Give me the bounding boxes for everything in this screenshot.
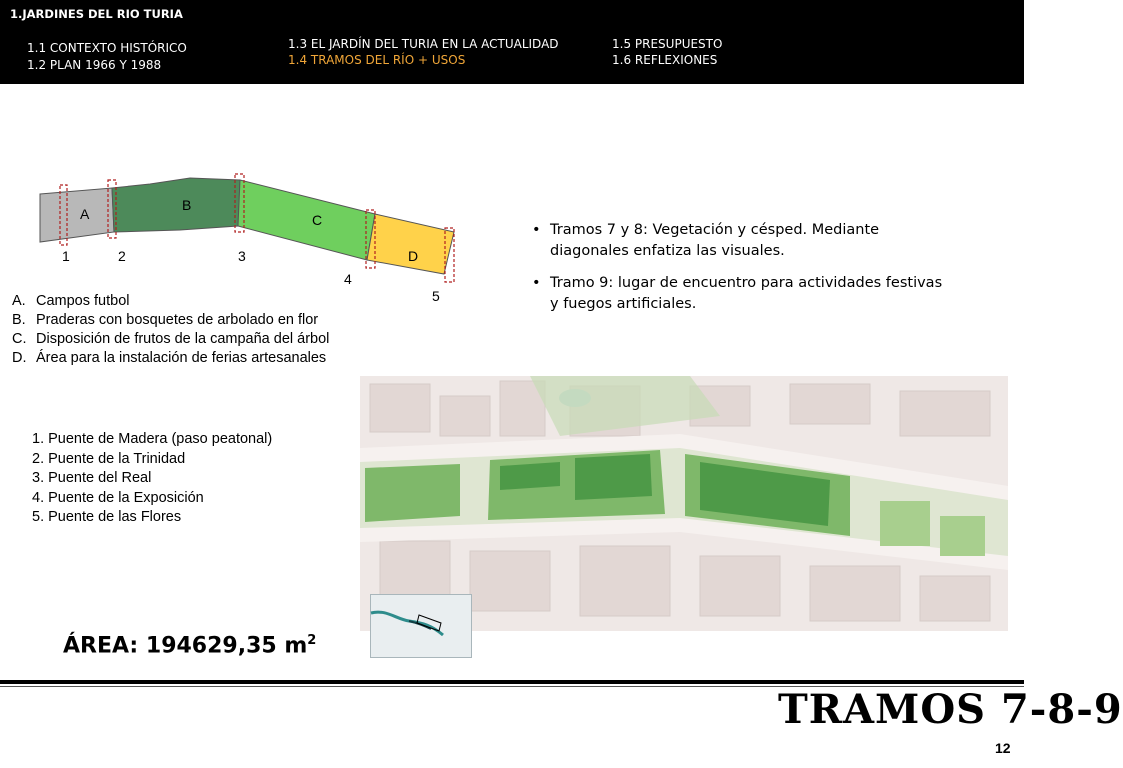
- legend-item: A. Campos futbol: [12, 293, 130, 309]
- list-item: 4. Puente de la Exposición: [32, 489, 204, 506]
- nav-item-plan[interactable]: 1.2 PLAN 1966 Y 1988: [27, 58, 162, 72]
- legend-item: D. Área para la instalación de ferias artesanales: [12, 350, 327, 366]
- zone-c-label: C: [312, 212, 323, 228]
- list-item: 1. Puente de Madera (paso peatonal): [32, 431, 273, 447]
- zone-d-label: D: [408, 248, 419, 264]
- page-number: 12: [995, 740, 1011, 756]
- locator-map: [370, 594, 472, 658]
- zone-a-label: A: [80, 206, 90, 222]
- nav-item-tramos[interactable]: 1.4 TRAMOS DEL RÍO + USOS: [288, 53, 466, 67]
- page-title: TRAMOS 7-8-9: [778, 686, 1123, 733]
- nav-item-actualidad[interactable]: 1.3 EL JARDÍN DEL TURIA EN LA ACTUALIDAD: [288, 37, 559, 51]
- area-total: ÁREA: 194629,35 $m^2$: [63, 633, 317, 659]
- list-item: 5. Puente de las Flores: [32, 509, 182, 525]
- list-item: 2. Puente de la Trinidad: [32, 450, 186, 467]
- description-bullets: [532, 220, 952, 326]
- nav-item-contexto[interactable]: 1.1 CONTEXTO HISTÓRICO: [27, 41, 187, 55]
- legend-item: B. Praderas con bosquetes de arbolado en flor: [12, 312, 319, 328]
- bridge-4-number: 4: [344, 271, 352, 287]
- nav-item-reflexiones[interactable]: 1.6 REFLEXIONES: [612, 53, 718, 67]
- divider-thick: [0, 680, 1024, 684]
- bridges-list: [32, 430, 272, 528]
- section-title: 1.JARDINES DEL RIO TURIA: [10, 7, 183, 21]
- aerial-map: [360, 376, 1008, 631]
- header-bar: [0, 0, 1024, 84]
- bridge-1-number: 1: [62, 248, 70, 264]
- bullet-item: • Tramo 9: lugar de encuentro para actividades festivas y fuegos artificiales.: [532, 275, 943, 312]
- legend-item: C. Disposición de frutos de la campaña del árbol: [12, 331, 330, 347]
- bridge-5-number: 5: [432, 288, 440, 304]
- zone-b-shape: [112, 178, 240, 232]
- zone-b-label: B: [182, 197, 192, 213]
- list-item: 3. Puente del Real: [32, 470, 152, 486]
- bridge-2-number: 2: [118, 248, 126, 264]
- nav-item-presupuesto[interactable]: 1.5 PRESUPUESTO: [612, 37, 723, 51]
- zone-d-shape: [367, 214, 454, 274]
- bullet-item: • Tramos 7 y 8: Vegetación y césped. Mediante diagonales enfatiza las visuales.: [532, 222, 880, 259]
- bridge-3-number: 3: [238, 248, 246, 264]
- zone-c-shape: [238, 180, 375, 260]
- zone-a-shape: [40, 188, 114, 242]
- zones-legend: [12, 292, 329, 368]
